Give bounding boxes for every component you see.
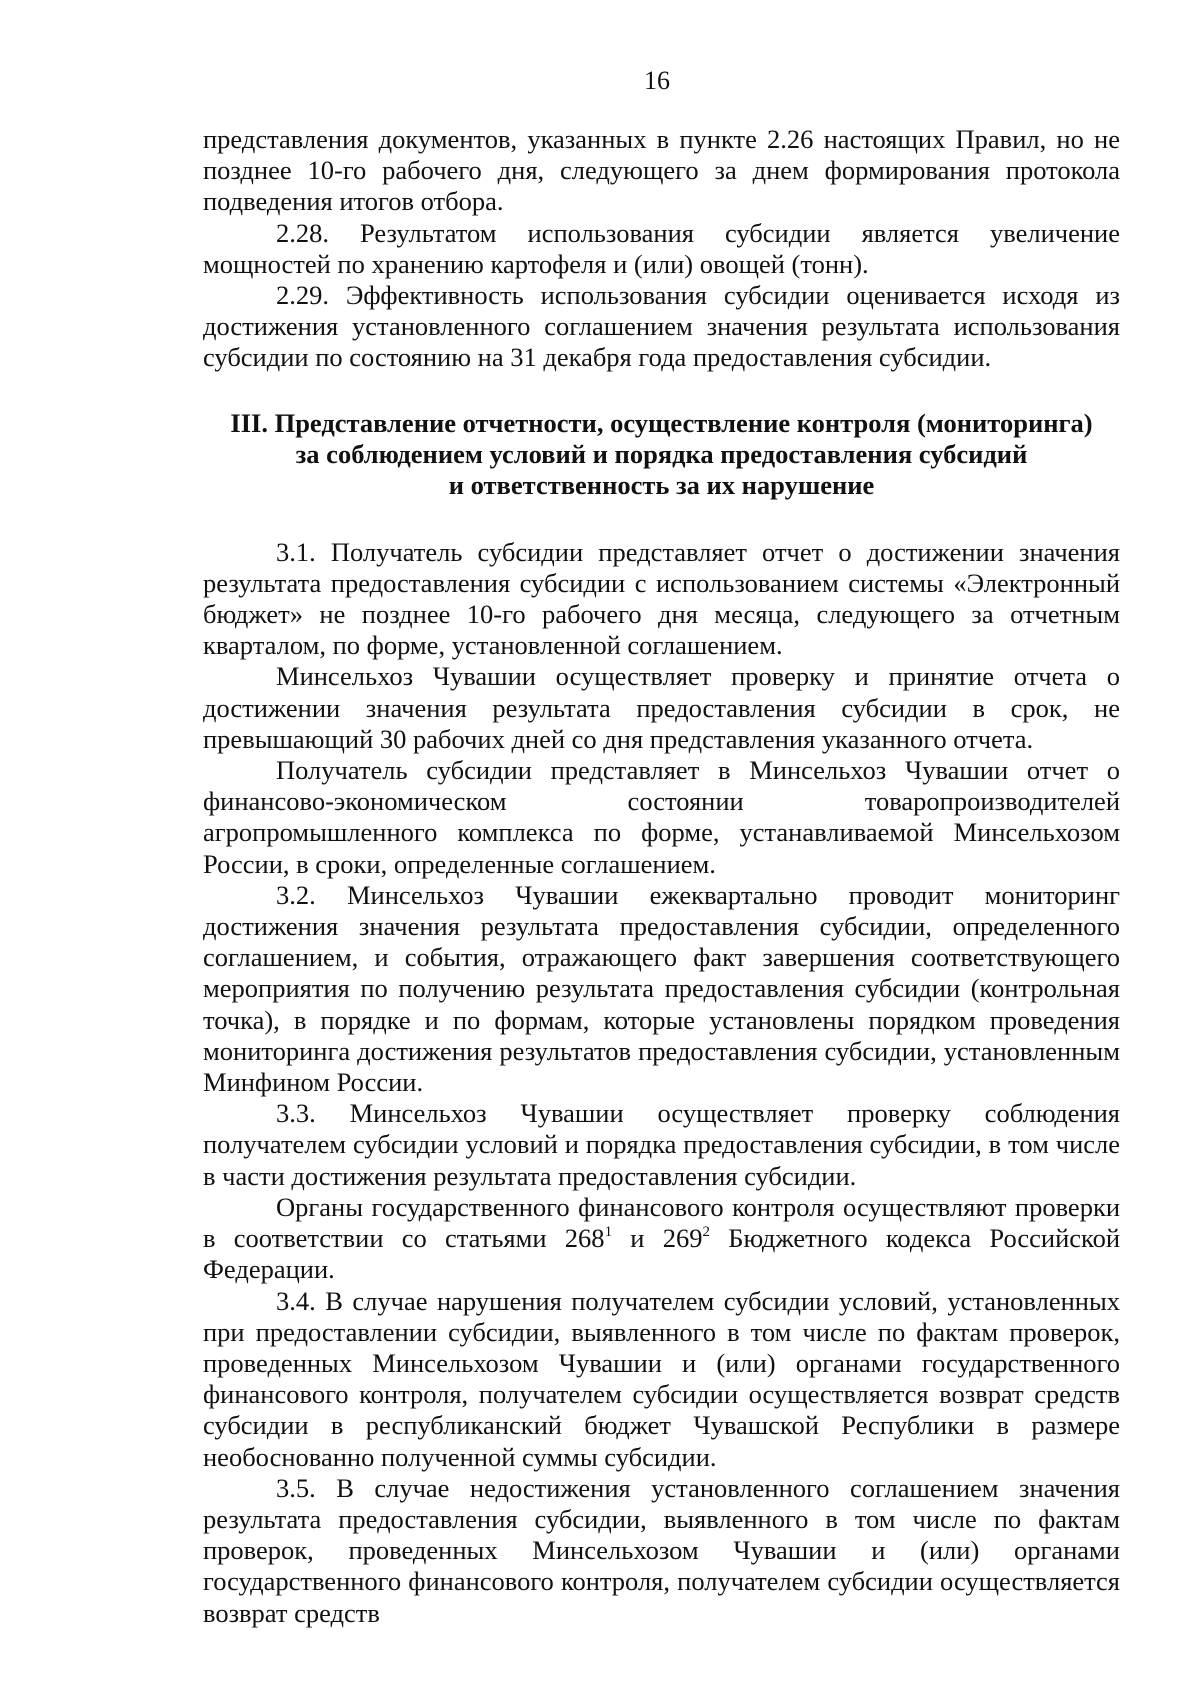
section-heading	[203, 408, 1120, 501]
state-control-text-part-2: и 269	[612, 1223, 703, 1254]
state-control-text-part-3: Бюджетного кодекса Российской Федерации.	[203, 1223, 1121, 1285]
section-heading-line-1: III. Представление отчетности, осуществление контроля (мониторинга)	[230, 407, 1093, 438]
paragraph-3-2: 3.2. Минсельхоз Чувашии ежеквартально проводит мониторинг достижения значения результата предоставления субсидии, определенного соглашением, и события, отражающего факт завершения соответствующего мероприятия по получению результата предоставления субсидии (контрольная точка), в порядке и по формам, которые установлены порядком проведения мониторинга достижения результатов предоставления субсидии, установленным Минфином России.	[203, 879, 1120, 1098]
superscript-1: 1	[604, 1224, 613, 1241]
paragraph-continuation: представления документов, указанных в пункте 2.26 настоящих Правил, но не позднее 10-го рабочего дня, следующего за днем формирования протокола подведения итогов отбора.	[203, 124, 1120, 217]
paragraph-3-1-financial-report: Получатель субсидии представляет в Минсельхоз Чувашии отчет о финансово-экономическом состоянии товаропроизводителей агропромышленного комплекса по форме, устанавливаемой Минсельхозом России, в сроки, определенные соглашением.	[203, 755, 1120, 879]
superscript-2: 2	[702, 1224, 710, 1241]
paragraph-3-3-state-control	[203, 1192, 1120, 1286]
document-body	[203, 124, 1120, 1629]
paragraph-3-5: 3.5. В случае недостижения установленного соглашением значения результата предоставления субсидии, выявленного в том числе по фактам проверок, проведенных Минсельхозом Чувашии и (или) органами государственного финансового контроля, получателем субсидии осуществляется возврат средств	[203, 1472, 1120, 1628]
paragraph-3-1-review: Минсельхоз Чувашии осуществляет проверку и принятие отчета о достижении значения результата предоставления субсидии в срок, не превышающий 30 рабочих дней со дня представления указанного отчета.	[203, 661, 1120, 754]
paragraph-2-28: 2.28. Результатом использования субсидии является увеличение мощностей по хранению картофеля и (или) овощей (тонн).	[203, 217, 1120, 279]
section-heading-line-3: и ответственность за их нарушение	[448, 469, 875, 500]
page-number: 16	[644, 66, 670, 95]
paragraph-3-1: 3.1. Получатель субсидии представляет отчет о достижении значения результата предоставления субсидии с использованием системы «Электронный бюджет» не позднее 10-го рабочего дня месяца, следующего за отчетным кварталом, по форме, установленной соглашением.	[203, 536, 1120, 661]
state-control-text-part-1: Органы государственного финансового контроля осуществляют проверки в соответствии со статьями 268	[203, 1191, 1120, 1254]
paragraph-3-3: 3.3. Минсельхоз Чувашии осуществляет проверку соблюдения получателем субсидии условий и порядка предоставления субсидии, в том числе в части достижения результата предоставления субсидии.	[203, 1098, 1120, 1191]
paragraph-2-29: 2.29. Эффективность использования субсидии оценивается исходя из достижения установленного соглашением значения результата использования субсидии по состоянию на 31 декабря года предоставления субсидии.	[203, 280, 1120, 373]
section-heading-line-2: за соблюдением условий и порядка предоставления субсидий	[295, 438, 1028, 469]
paragraph-3-4: 3.4. В случае нарушения получателем субсидии условий, установленных при предоставлении субсидии, выявленного в том числе по фактам проверок, проведенных Минсельхозом Чувашии и (или) органами государственного финансового контроля, получателем субсидии осуществляется возврат средств субсидии в республиканский бюджет Чувашской Республики в размере необоснованно полученной суммы субсидии.	[203, 1285, 1120, 1472]
